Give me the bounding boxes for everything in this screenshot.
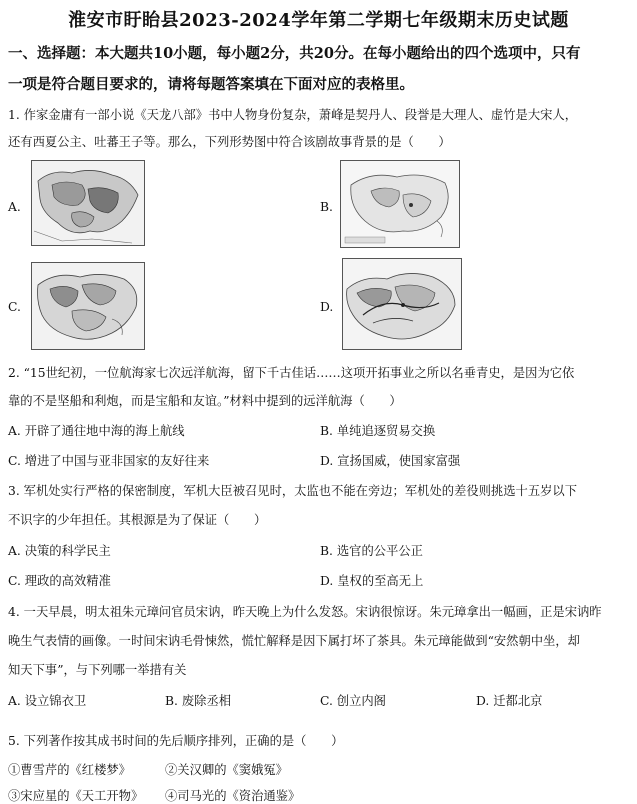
q1-stem-line-1: 1. 作家金庸有一部小说《天龙八部》书中人物身份复杂，萧峰是契丹人、段誉是大理人、虚竹是大宋人， bbox=[8, 108, 578, 122]
q3-option-a: A. 决策的科学民主 bbox=[8, 544, 111, 558]
q1-stem-line-2: 还有西夏公主、吐蕃王子等。那么，下列形势图中符合该剧故事背景的是（ ） bbox=[8, 135, 451, 149]
section-heading-line-2: 一项是符合题目要求的，请将每题答案填在下面对应的表格里。 bbox=[8, 76, 414, 93]
page-title: 淮安市盱眙县2023-2024学年第二学期七年级期末历史试题 bbox=[68, 10, 569, 31]
q4-option-b: B. 废除丞相 bbox=[165, 694, 232, 708]
q4-stem-line-2: 晚生气表情的画像。一时间宋讷毛骨悚然，慌忙解释是因下属打坏了茶具。朱元璋能做到“安然朝中坐，却 bbox=[8, 634, 580, 648]
q4-option-a: A. 设立锦衣卫 bbox=[8, 694, 87, 708]
q1-option-d-label: D. bbox=[320, 300, 334, 314]
q1-option-c-label: C. bbox=[8, 300, 21, 314]
q3-option-b: B. 选官的公平公正 bbox=[320, 544, 423, 558]
q5-item-2: ②关汉卿的《窦娥冤》 bbox=[165, 763, 288, 777]
q2-stem-line-2: 靠的不是坚船和利炮，而是宝船和友谊。”材料中提到的远洋航海（ ） bbox=[8, 394, 402, 408]
q5-item-1: ①曹雪芹的《红楼梦》 bbox=[8, 763, 131, 777]
q4-stem-line-1: 4. 一天早晨，明太祖朱元璋问官员宋讷，昨天晚上为什么发怒。宋讷很惊讶。朱元璋拿出一幅画，正是宋讷昨 bbox=[8, 605, 602, 619]
q4-option-c: C. 创立内阁 bbox=[320, 694, 386, 708]
q2-option-c: C. 增进了中国与亚非国家的友好往来 bbox=[8, 454, 210, 468]
q5-item-4: ④司马光的《资治通鉴》 bbox=[165, 789, 301, 803]
q1-option-c-map-image bbox=[31, 262, 145, 350]
q2-option-a: A. 开辟了通往地中海的海上航线 bbox=[8, 424, 185, 438]
q1-option-b-label: B. bbox=[320, 200, 333, 214]
q1-option-a-map-image bbox=[31, 160, 145, 246]
q4-stem-line-3: 知天下事”，与下列哪一举措有关 bbox=[8, 663, 187, 677]
q3-option-d: D. 皇权的至高无上 bbox=[320, 574, 424, 588]
q1-option-a-label: A. bbox=[8, 200, 21, 214]
q2-option-b: B. 单纯追逐贸易交换 bbox=[320, 424, 436, 438]
q2-stem-line-1: 2. “15世纪初，一位航海家七次远洋航海，留下千古佳话……这项开拓事业之所以名垂青史，是因为它依 bbox=[8, 366, 575, 380]
section-heading-line-1: 一、选择题：本大题共10小题，每小题2分，共20分。在每小题给出的四个选项中，只有 bbox=[8, 45, 581, 62]
q2-option-d: D. 宣扬国威，使国家富强 bbox=[320, 454, 461, 468]
q3-stem-line-1: 3. 军机处实行严格的保密制度，军机大臣被召见时，太监也不能在旁边；军机处的差役则挑选十五岁以下 bbox=[8, 484, 578, 498]
q1-option-b-map-image bbox=[340, 160, 460, 248]
q5-item-3: ③宋应星的《天工开物》 bbox=[8, 789, 144, 803]
q3-stem-line-2: 不识字的少年担任。其根源是为了保证（ ） bbox=[8, 513, 267, 527]
q4-option-d: D. 迁都北京 bbox=[476, 694, 543, 708]
q5-stem-line-1: 5. 下列著作按其成书时间的先后顺序排列，正确的是（ ） bbox=[8, 734, 344, 748]
q1-option-d-map-image bbox=[342, 258, 462, 350]
q3-option-c: C. 理政的高效精准 bbox=[8, 574, 111, 588]
